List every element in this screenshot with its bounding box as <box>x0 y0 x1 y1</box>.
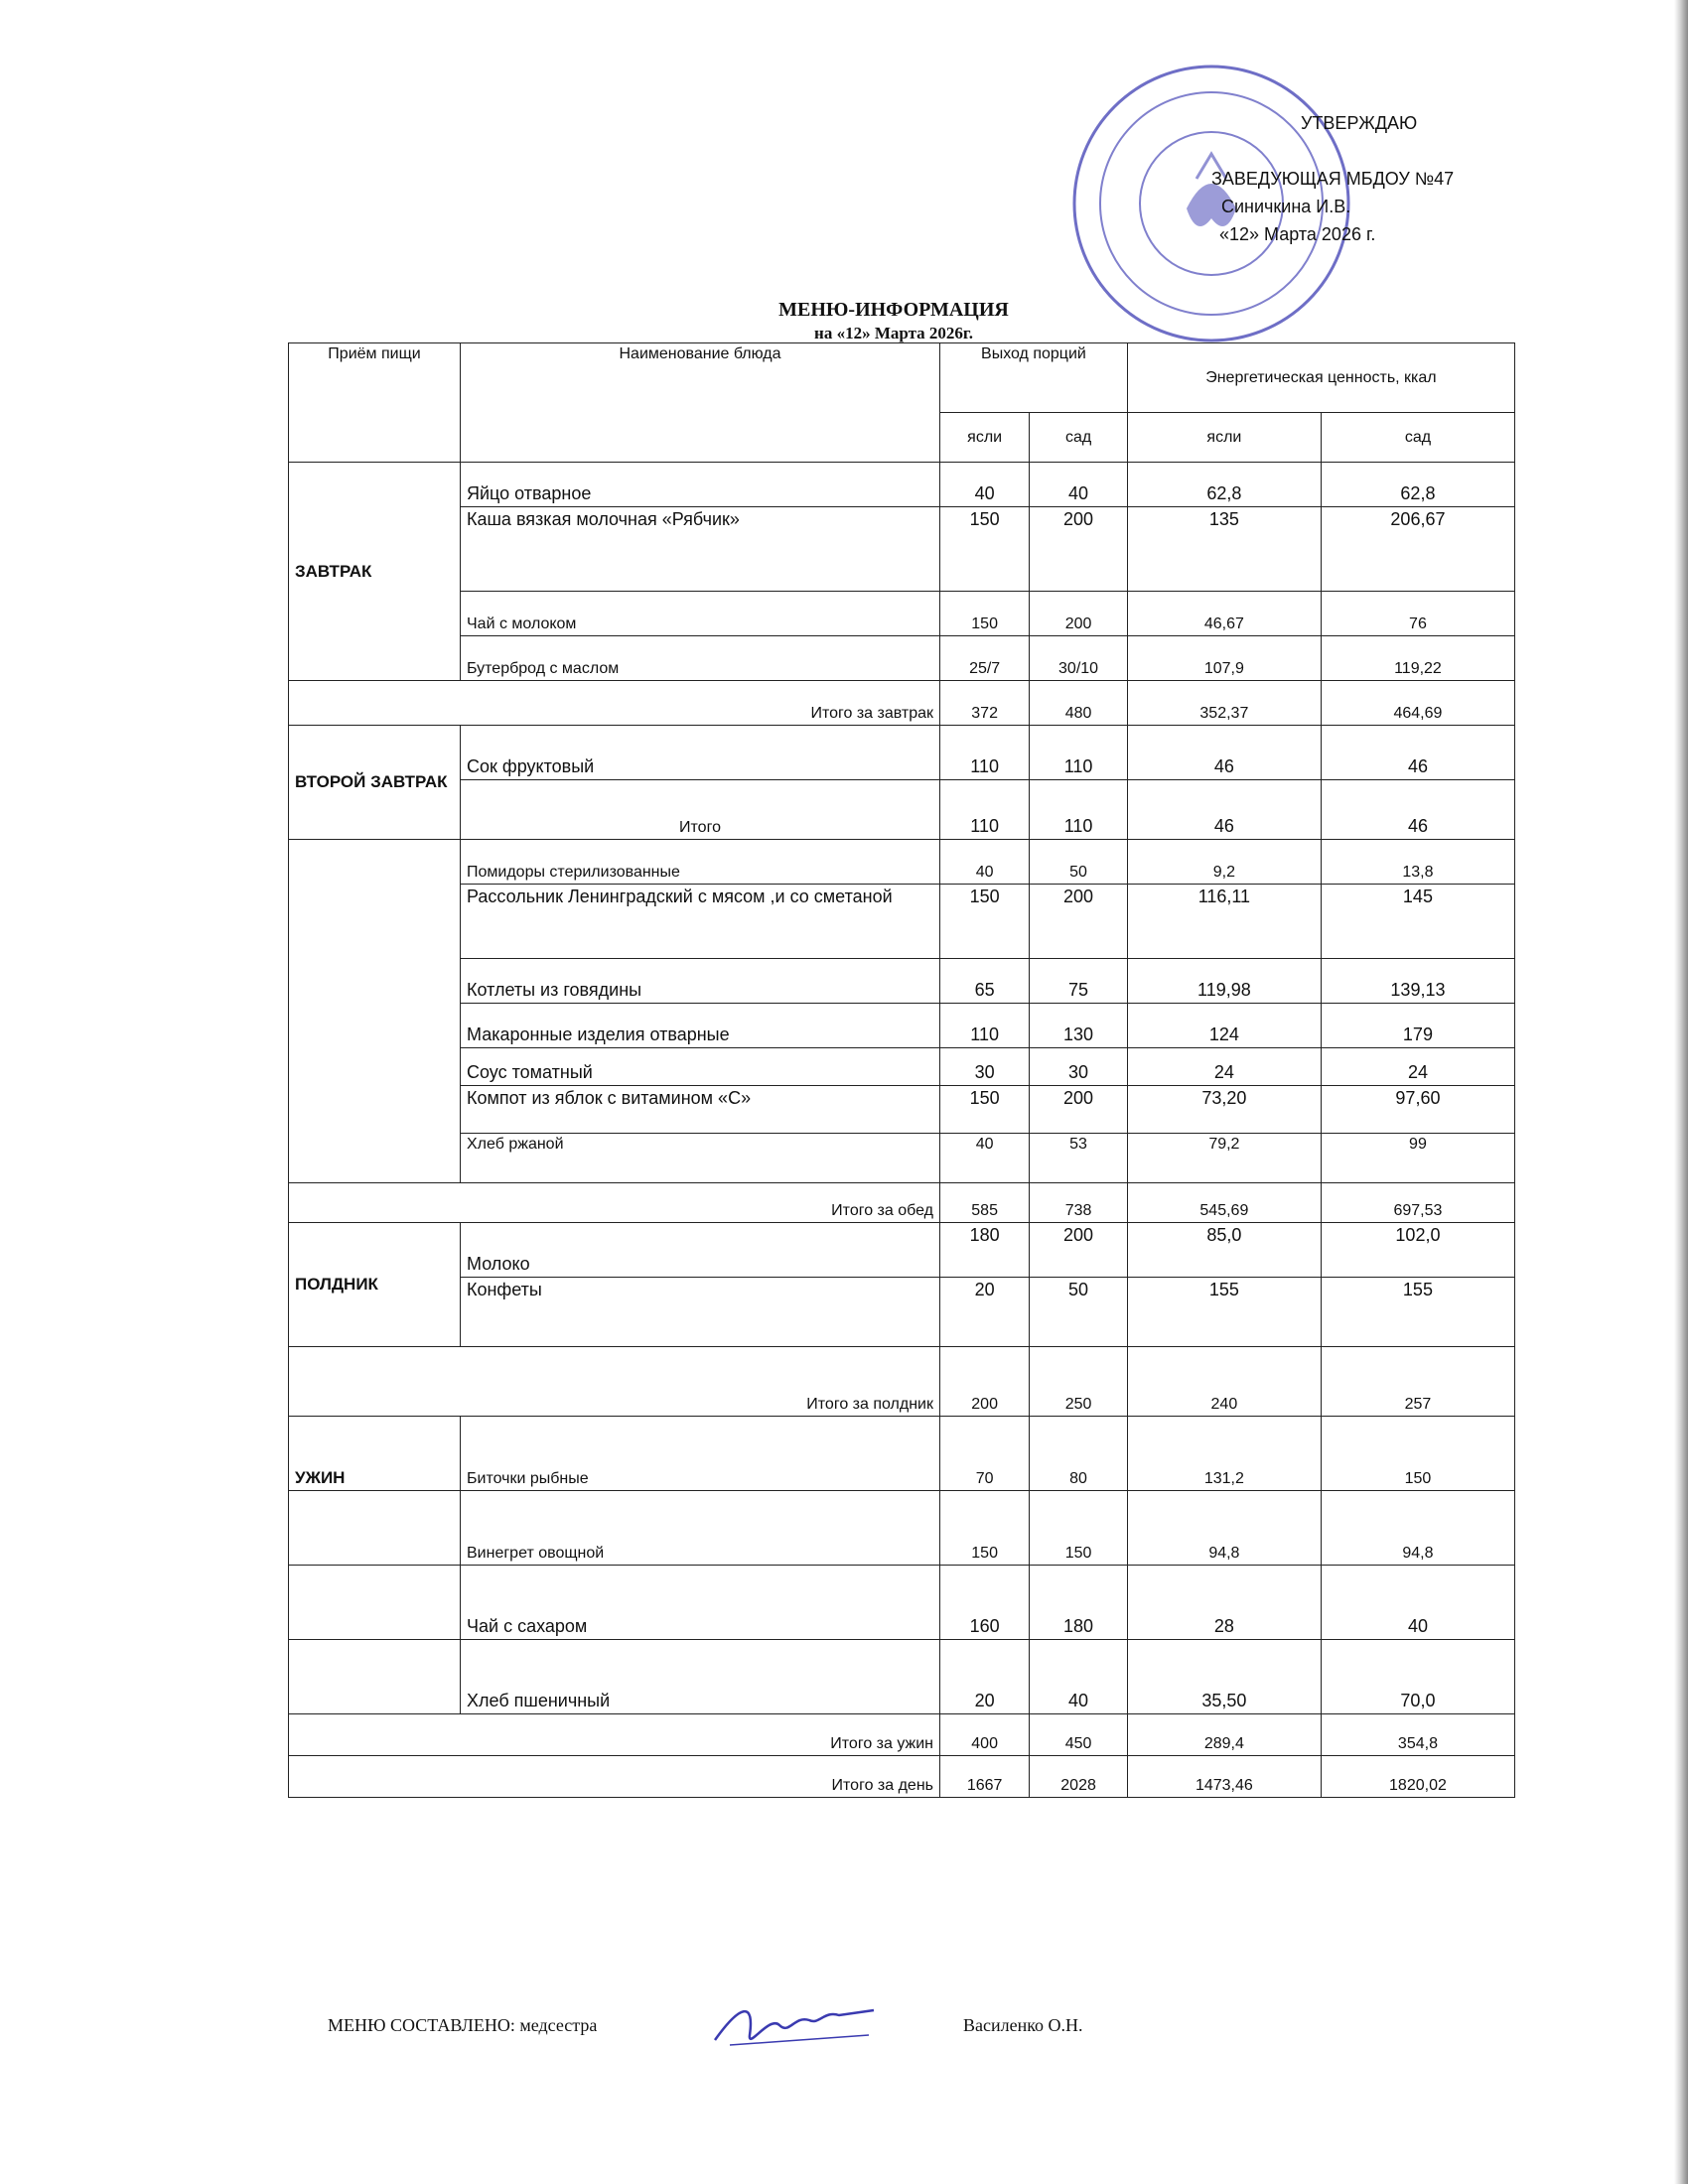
portion-garden: 40 <box>1030 1640 1128 1714</box>
portion-nursery: 150 <box>940 1086 1030 1134</box>
header-portion-nursery: ясли <box>940 413 1030 463</box>
approval-name: Синичкина И.В. <box>1221 197 1351 216</box>
energy-nursery: 119,98 <box>1127 959 1321 1004</box>
header-dish: Наименование блюда <box>461 343 940 463</box>
portion-garden: 130 <box>1030 1004 1128 1048</box>
lunch-total-row <box>289 1183 1515 1223</box>
portion-garden: 80 <box>1030 1417 1128 1491</box>
portion-nursery: 40 <box>940 840 1030 885</box>
energy-nursery: 35,50 <box>1127 1640 1321 1714</box>
header-energy: Энергетическая ценность, ккал <box>1127 343 1514 413</box>
portion-garden: 200 <box>1030 885 1128 959</box>
composed-label: МЕНЮ СОСТАВЛЕНО: медсестра <box>328 2015 598 2035</box>
energy-nursery: 155 <box>1127 1278 1321 1347</box>
total-energy-garden: 354,8 <box>1321 1714 1514 1756</box>
energy-nursery: 79,2 <box>1127 1134 1321 1183</box>
dish-name: Хлеб пшеничный <box>461 1640 940 1714</box>
total-portion-garden: 480 <box>1030 681 1128 726</box>
portion-nursery: 110 <box>940 726 1030 780</box>
title-main: МЕНЮ-ИНФОРМАЦИЯ <box>778 299 1009 321</box>
menu-table <box>288 342 1515 1798</box>
meal-second-breakfast <box>289 726 461 840</box>
meal-empty <box>289 1491 461 1566</box>
approval-title: УТВЕРЖДАЮ <box>1301 113 1418 133</box>
total-portion-nursery: 372 <box>940 681 1030 726</box>
total-label: Итого <box>461 780 940 840</box>
portion-garden: 200 <box>1030 507 1128 592</box>
portion-nursery: 40 <box>940 463 1030 507</box>
energy-garden: 94,8 <box>1321 1491 1514 1566</box>
meal-label: ВТОРОЙ ЗАВТРАК <box>295 772 448 791</box>
portion-garden: 40 <box>1030 463 1128 507</box>
portion-nursery: 20 <box>940 1640 1030 1714</box>
energy-garden: 150 <box>1321 1417 1514 1491</box>
portion-nursery: 110 <box>940 1004 1030 1048</box>
dish-name: Бутерброд с маслом <box>461 636 940 681</box>
total-label: Итого за завтрак <box>289 681 940 726</box>
dish-name: Рассольник Ленинградский с мясом ,и со сметаной <box>461 885 940 959</box>
header-meal: Приём пищи <box>289 343 461 463</box>
energy-garden: 99 <box>1321 1134 1514 1183</box>
total-energy-garden: 46 <box>1321 780 1514 840</box>
energy-garden: 46 <box>1321 726 1514 780</box>
meal-lunch <box>289 840 461 1183</box>
energy-nursery: 107,9 <box>1127 636 1321 681</box>
total-energy-nursery: 46 <box>1127 780 1321 840</box>
energy-garden: 24 <box>1321 1048 1514 1086</box>
header-energy-nursery: ясли <box>1127 413 1321 463</box>
total-portion-garden: 450 <box>1030 1714 1128 1756</box>
energy-garden: 62,8 <box>1321 463 1514 507</box>
portion-garden: 50 <box>1030 840 1128 885</box>
energy-nursery: 131,2 <box>1127 1417 1321 1491</box>
day-total-row <box>289 1756 1515 1798</box>
total-energy-nursery: 289,4 <box>1127 1714 1321 1756</box>
energy-nursery: 135 <box>1127 507 1321 592</box>
portion-garden: 180 <box>1030 1566 1128 1640</box>
energy-garden: 97,60 <box>1321 1086 1514 1134</box>
dish-name: Чай с молоком <box>461 592 940 636</box>
dish-name: Молоко <box>461 1223 940 1278</box>
meal-label: УЖИН <box>295 1468 346 1487</box>
day-total-energy-nursery: 1473,46 <box>1127 1756 1321 1798</box>
portion-garden: 200 <box>1030 592 1128 636</box>
meal-breakfast <box>289 463 461 681</box>
energy-garden: 119,22 <box>1321 636 1514 681</box>
energy-garden: 179 <box>1321 1004 1514 1048</box>
dish-name: Котлеты из говядины <box>461 959 940 1004</box>
header-portion-garden: сад <box>1030 413 1128 463</box>
meal-empty <box>289 1566 461 1640</box>
portion-nursery: 150 <box>940 1491 1030 1566</box>
meal-empty <box>289 1640 461 1714</box>
portion-nursery: 20 <box>940 1278 1030 1347</box>
total-energy-nursery: 352,37 <box>1127 681 1321 726</box>
portion-nursery: 180 <box>940 1223 1030 1278</box>
energy-garden: 13,8 <box>1321 840 1514 885</box>
snack-total-row <box>289 1347 1515 1417</box>
signature <box>710 1995 879 2055</box>
energy-nursery: 94,8 <box>1127 1491 1321 1566</box>
total-label: Итого за полдник <box>289 1347 940 1417</box>
energy-garden: 145 <box>1321 885 1514 959</box>
total-label: Итого за обед <box>289 1183 940 1223</box>
energy-nursery: 124 <box>1127 1004 1321 1048</box>
energy-nursery: 73,20 <box>1127 1086 1321 1134</box>
portion-nursery: 150 <box>940 592 1030 636</box>
dish-name: Сок фруктовый <box>461 726 940 780</box>
energy-garden: 40 <box>1321 1566 1514 1640</box>
portion-garden: 53 <box>1030 1134 1128 1183</box>
portion-nursery: 150 <box>940 507 1030 592</box>
portion-nursery: 70 <box>940 1417 1030 1491</box>
dish-name: Макаронные изделия отварные <box>461 1004 940 1048</box>
energy-nursery: 46,67 <box>1127 592 1321 636</box>
dish-name: Винегрет овощной <box>461 1491 940 1566</box>
day-total-energy-garden: 1820,02 <box>1321 1756 1514 1798</box>
dish-name: Соус томатный <box>461 1048 940 1086</box>
portion-nursery: 30 <box>940 1048 1030 1086</box>
energy-garden: 206,67 <box>1321 507 1514 592</box>
dish-name: Компот из яблок с витамином «С» <box>461 1086 940 1134</box>
total-portion-nursery: 400 <box>940 1714 1030 1756</box>
header-energy-garden: сад <box>1321 413 1514 463</box>
total-portion-garden: 110 <box>1030 780 1128 840</box>
energy-nursery: 46 <box>1127 726 1321 780</box>
total-energy-garden: 464,69 <box>1321 681 1514 726</box>
approval-date: «12» Марта 2026 г. <box>1219 224 1376 244</box>
energy-garden: 76 <box>1321 592 1514 636</box>
dish-name: Каша вязкая молочная «Рябчик» <box>461 507 940 592</box>
portion-garden: 150 <box>1030 1491 1128 1566</box>
day-total-label: Итого за день <box>289 1756 940 1798</box>
dish-name: Конфеты <box>461 1278 940 1347</box>
dish-name: Чай с сахаром <box>461 1566 940 1640</box>
energy-nursery: 24 <box>1127 1048 1321 1086</box>
portion-garden: 30 <box>1030 1048 1128 1086</box>
dish-name: Помидоры стерилизованные <box>461 840 940 885</box>
total-energy-nursery: 545,69 <box>1127 1183 1321 1223</box>
meal-dinner <box>289 1417 461 1491</box>
energy-garden: 102,0 <box>1321 1223 1514 1278</box>
portion-nursery: 65 <box>940 959 1030 1004</box>
energy-nursery: 85,0 <box>1127 1223 1321 1278</box>
title-date: на «12» Марта 2026г. <box>814 324 973 342</box>
total-label: Итого за ужин <box>289 1714 940 1756</box>
portion-garden: 75 <box>1030 959 1128 1004</box>
portion-garden: 200 <box>1030 1223 1128 1278</box>
energy-nursery: 62,8 <box>1127 463 1321 507</box>
portion-nursery: 40 <box>940 1134 1030 1183</box>
document-title <box>695 298 1092 345</box>
header-portion: Выход порций <box>940 343 1128 413</box>
portion-garden: 30/10 <box>1030 636 1128 681</box>
energy-garden: 70,0 <box>1321 1640 1514 1714</box>
energy-nursery: 116,11 <box>1127 885 1321 959</box>
portion-garden: 50 <box>1030 1278 1128 1347</box>
total-energy-garden: 697,53 <box>1321 1183 1514 1223</box>
meal-label: ПОЛДНИК <box>295 1275 378 1294</box>
total-energy-nursery: 240 <box>1127 1347 1321 1417</box>
total-portion-garden: 738 <box>1030 1183 1128 1223</box>
energy-nursery: 9,2 <box>1127 840 1321 885</box>
composer-name: Василенко О.Н. <box>963 2015 1083 2035</box>
dish-name: Биточки рыбные <box>461 1417 940 1491</box>
dish-name: Хлеб ржаной <box>461 1134 940 1183</box>
breakfast-total-row <box>289 681 1515 726</box>
energy-nursery: 28 <box>1127 1566 1321 1640</box>
dinner-total-row <box>289 1714 1515 1756</box>
portion-nursery: 160 <box>940 1566 1030 1640</box>
dish-name: Яйцо отварное <box>461 463 940 507</box>
energy-garden: 155 <box>1321 1278 1514 1347</box>
total-portion-nursery: 110 <box>940 780 1030 840</box>
total-energy-garden: 257 <box>1321 1347 1514 1417</box>
total-portion-garden: 250 <box>1030 1347 1128 1417</box>
energy-garden: 139,13 <box>1321 959 1514 1004</box>
total-portion-nursery: 200 <box>940 1347 1030 1417</box>
approval-block <box>1211 109 1658 248</box>
portion-garden: 110 <box>1030 726 1128 780</box>
day-total-portion-garden: 2028 <box>1030 1756 1128 1798</box>
portion-nursery: 25/7 <box>940 636 1030 681</box>
day-total-portion-nursery: 1667 <box>940 1756 1030 1798</box>
portion-nursery: 150 <box>940 885 1030 959</box>
meal-snack <box>289 1223 461 1347</box>
scan-edge <box>1674 0 1688 2184</box>
approval-position: ЗАВЕДУЮЩАЯ МБДОУ №47 <box>1211 169 1455 189</box>
meal-label: ЗАВТРАК <box>295 561 372 581</box>
portion-garden: 200 <box>1030 1086 1128 1134</box>
total-portion-nursery: 585 <box>940 1183 1030 1223</box>
